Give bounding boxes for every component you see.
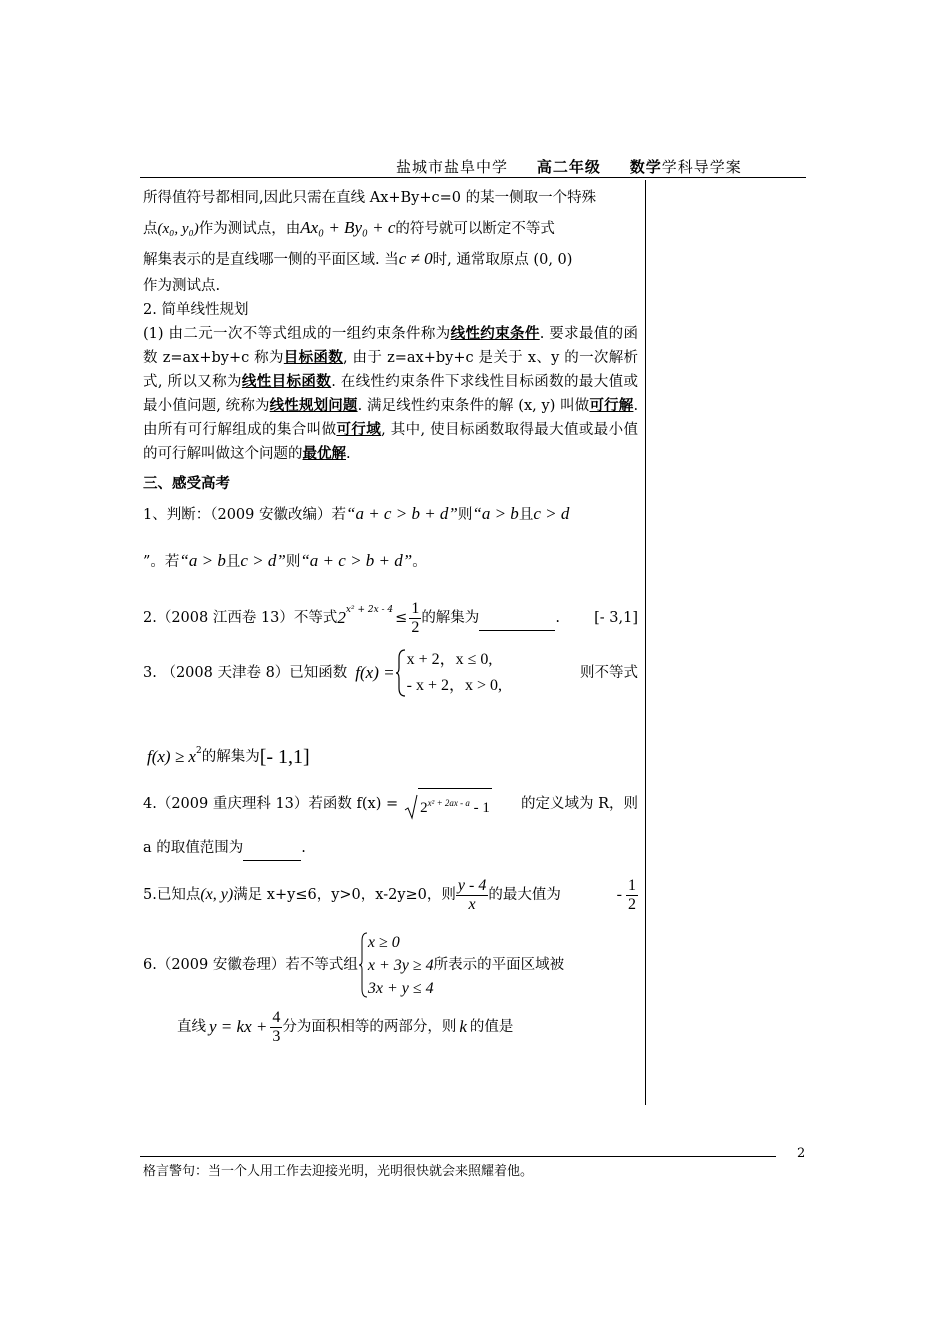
section2-title: 2. 简单线性规划 <box>143 302 249 318</box>
question-4: 4.（2009 重庆理科 13）若函数 f(x) = $2^{x^2 + 2ax - a} - 1$ 的定义域为 R，则 <box>143 784 638 824</box>
para1-line-c: 解集表示的是直线哪一侧的平面区域. 当c ≠ 0时, 通常取原点 (0, 0) <box>143 249 573 268</box>
question-6-cont: 直线 y = kx + $\frac{4}{3}$ 分为面积相等的两部分，则 k 的值是 <box>177 1008 514 1045</box>
term-objective: 目标函数 <box>283 349 344 366</box>
question-4-cont: a 的取值范围为 . <box>143 836 638 861</box>
fraction-one-half: $\frac{1}{2}$ <box>411 599 420 636</box>
left-brace-icon <box>395 648 407 698</box>
section3-title: 三、感受高考 <box>143 475 230 492</box>
radical-sign-icon <box>404 794 418 820</box>
header-school: 盐城市盐阜中学 <box>396 158 509 176</box>
test-point: (x₀, y₀) <box>157 221 199 237</box>
header-doc-type: 学科导学案 <box>661 158 742 176</box>
question-5: 5.已知点 (x, y) 满足 x+y≤6，y>0，x-2y≥0，则 $\frac{y - 4}{x}$ 的最大值为 - $\frac{1}{2}$ <box>143 876 636 913</box>
answer-blank <box>479 606 555 631</box>
question-3-answer: [- 1,1] <box>259 746 310 768</box>
question-2-answer: [- 3,1] <box>594 610 638 626</box>
answer-blank <box>243 836 301 861</box>
c-nonzero: c ≠ 0 <box>398 249 433 268</box>
header-grade: 高二年级 <box>536 158 601 176</box>
section2-definition: (1) 由二元一次不等式组成的一组约束条件称为线性约束条件. 要求最值的函数 z=ax+by+c 称为目标函数, 由于 z=ax+by+c 是关于 x、y 的一次解析式, 所以又称为线性目标函数. 在线性约束条件下求线性目标函数的最大值或最小值问题, 统称为线性规划问题. 满足线性约束条件的解 (x, y) 叫做可行解. 由所有可行解组成的集合叫做可行域, 其中, 使目标函数取得最大值或最小值的可行解叫做这个问题的最优解. <box>143 325 639 462</box>
question-1-line-a: 1、判断：（2009 安徽改编）若“a + c > b + d”则“a > b且c > d <box>143 504 570 523</box>
question-6: 6.（2009 安徽卷理）若不等式组 x ≥ 0 x + 3y ≥ 4 3x + y ≤ 4 所表示的平面区域被 <box>143 929 638 1001</box>
term-feasible-region: 可行域 <box>336 421 382 438</box>
fraction-y-minus-4-over-x: $\frac{y - 4}{x}$ <box>457 876 487 913</box>
fraction-four-thirds: $\frac{4}{3}$ <box>272 1008 281 1045</box>
question-2: 2.（2008 江西卷 13）不等式 2 $^{x^2 + 2x - 4}$ ≤ $\frac{1}{2}$ 的解集为 . [- 3,1] <box>143 599 638 636</box>
footer-rule <box>140 1156 776 1157</box>
para1-line-b: 点(x₀, y₀)作为测试点，由Ax₀ + By₀ + c的符号就可以断定不等式 <box>143 218 555 237</box>
radical-expression: $2^{x^2 + 2ax - a} - 1$ <box>404 788 492 820</box>
question-3-cont: f(x) ≥ x $^2$ 的解集为 [- 1,1] <box>147 746 310 768</box>
header-subject: 数学 <box>629 158 662 176</box>
left-brace-icon <box>358 931 368 999</box>
question-5-answer: - $\frac{1}{2}$ <box>616 876 636 913</box>
inequality-system: x ≥ 0 x + 3y ≥ 4 3x + y ≤ 4 <box>367 933 434 997</box>
para1-line-a: 所得值符号都相同,因此只需在直线 Ax+By+c=0 的某一侧取一个特殊 <box>143 190 597 206</box>
header-rule <box>140 177 806 178</box>
question-3: 3. （2008 天津卷 8）已知函数 f(x) = x + 2，x ≤ 0, - x + 2，x > 0, 则不等式 <box>143 646 638 700</box>
column-rule <box>645 180 646 1105</box>
term-feasible-solution: 可行解 <box>589 397 634 414</box>
term-linear-programming: 线性规划问题 <box>269 397 358 414</box>
main-content <box>143 186 638 1049</box>
page-header <box>396 156 742 177</box>
term-optimal-solution: 最优解 <box>302 445 346 462</box>
term-constraint: 线性约束条件 <box>450 325 540 342</box>
para1-line-d: 作为测试点. <box>143 278 221 294</box>
term-linear-objective: 线性目标函数 <box>241 373 332 390</box>
test-expression: Ax₀ + By₀ + c <box>300 218 396 237</box>
question-1-line-b: ”。若“a > b且c > d”则“a + c > b + d”。 <box>143 551 427 570</box>
page-number: 2 <box>797 1146 806 1161</box>
footer-motto: 格言警句：当一个人用工作去迎接光明，光明很快就会来照耀着他。 <box>143 1164 534 1179</box>
